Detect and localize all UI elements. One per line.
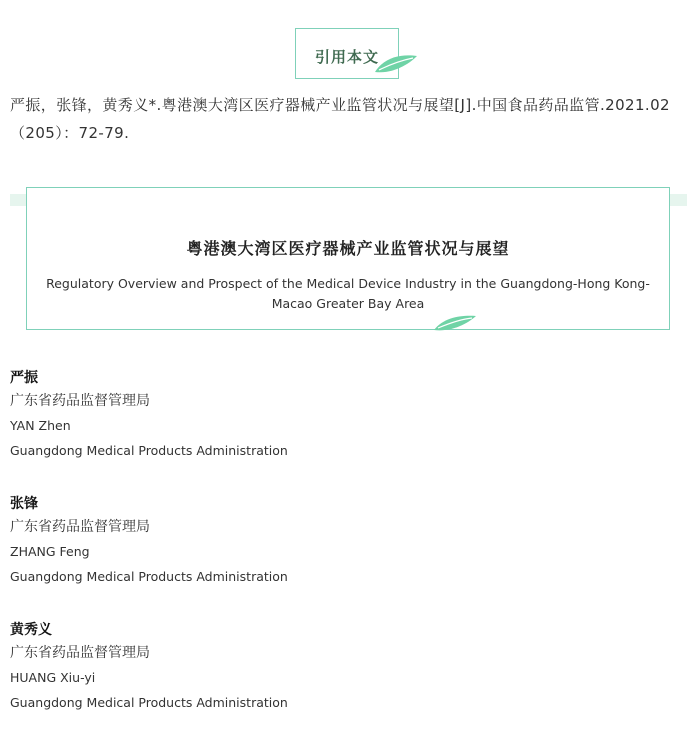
author-name: 黄秀义 [10, 622, 52, 638]
author-org-cn: 广东省药品监督管理局 [10, 519, 150, 535]
author-org-en: Guangdong Medical Products Administration [10, 443, 288, 458]
author-org-en: Guangdong Medical Products Administration [10, 695, 288, 710]
author-block [10, 368, 288, 464]
leaf-decoration-icon [432, 313, 478, 333]
author-org-cn: 广东省药品监督管理局 [10, 645, 150, 661]
citation-text: 严振，张锋，黄秀义*.粤港澳大湾区医疗器械产业监管状况与展望[J].中国食品药品监管.2021.02（205）：72-79. [10, 96, 670, 142]
author-name: 严振 [10, 370, 38, 386]
author-org-en: Guangdong Medical Products Administration [10, 569, 288, 584]
author-name-en: HUANG Xiu-yi [10, 670, 96, 685]
author-name-en: ZHANG Feng [10, 544, 90, 559]
article-title-box [26, 187, 670, 330]
article-title-en: Regulatory Overview and Prospect of the Medical Device Industry in the Guangdong-Hong Kong-Macao Greater Bay Area [46, 276, 650, 311]
author-org-cn: 广东省药品监督管理局 [10, 393, 150, 409]
author-name: 张锋 [10, 496, 38, 512]
author-block [10, 494, 288, 590]
cite-header-label: 引用本文 [314, 48, 379, 66]
article-title-cn: 粤港澳大湾区医疗器械产业监管状况与展望 [186, 239, 510, 258]
author-block [10, 620, 288, 716]
author-name-en: YAN Zhen [10, 418, 71, 433]
leaf-decoration-icon [373, 52, 419, 76]
